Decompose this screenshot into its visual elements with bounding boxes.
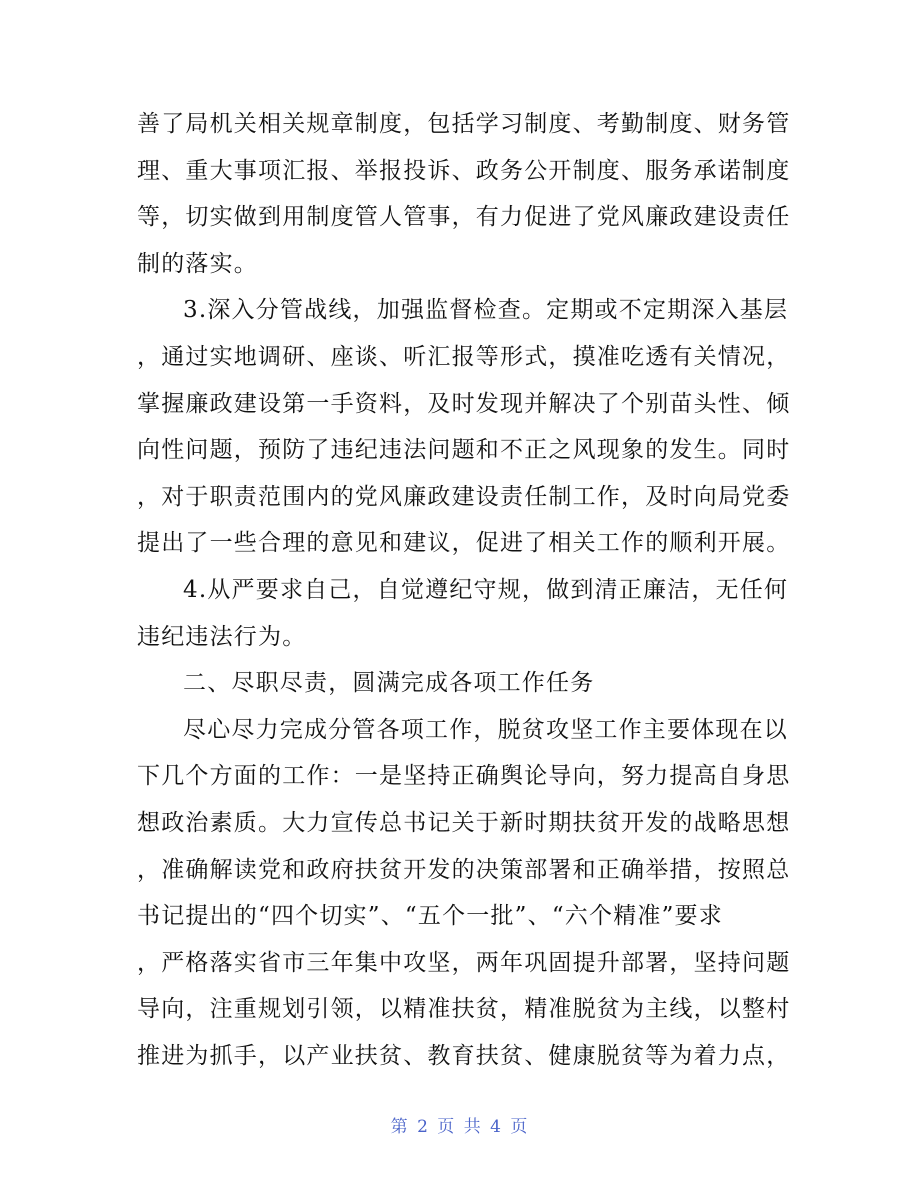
text-line: ，对于职责范围内的党风廉政建设责任制工作，及时向局党委 [137,483,791,510]
text-line: ，通过实地调研、座谈、听汇报等形式，摸准吃透有关情况， [137,343,791,370]
page-footer: 第 2 页 共 4 页 [390,1117,530,1137]
text-line: 理、重大事项汇报、举报投诉、政务公开制度、服务承诺制度 [137,157,791,184]
text-line: 掌握廉政建设第一手资料，及时发现并解决了个别苗头性、倾 [137,390,791,417]
text-line: 尽心尽力完成分管各项工作，脱贫攻坚工作主要体现在以 [183,716,788,743]
text-line: 制的落实。 [137,250,258,277]
text-line: 下几个方面的工作：一是坚持正确舆论导向，努力提高自身思 [137,763,791,790]
text-line: ，严格落实省市三年集中攻坚，两年巩固提升部署，坚持问题 [137,949,791,976]
text-line: 向性问题，预防了违纪违法问题和不正之风现象的发生。同时 [137,437,791,464]
text-line: 二、尽职尽责，圆满完成各项工作任务 [183,670,595,697]
text-line: 4.从严要求自己，自觉遵纪守规，做到清正廉洁，无任何 [183,576,789,603]
text-line: ，准确解读党和政府扶贫开发的决策部署和正确举措，按照总 [137,856,791,883]
text-line: 违纪违法行为。 [137,623,307,650]
text-line: 善了局机关相关规章制度，包括学习制度、考勤制度、财务管 [137,111,791,137]
text-line: 推进为抓手，以产业扶贫、教育扶贫、健康脱贫等为着力点， [137,1042,791,1069]
document-body [137,101,791,1079]
text-line: 提出了一些合理的意见和建议，促进了相关工作的顺利开展。 [137,530,791,557]
text-line: 等，切实做到用制度管人管事，有力促进了党风廉政建设责任 [137,204,791,231]
text-line: 导向，注重规划引领，以精准扶贫，精准脱贫为主线，以整村 [137,996,791,1023]
text-line: 书记提出的“四个切实”、“五个一批”、“六个精准”要求 [137,903,723,930]
text-line: 3.深入分管战线，加强监督检查。定期或不定期深入基层 [183,297,789,324]
text-line: 想政治素质。大力宣传总书记关于新时期扶贫开发的战略思想 [137,809,791,836]
